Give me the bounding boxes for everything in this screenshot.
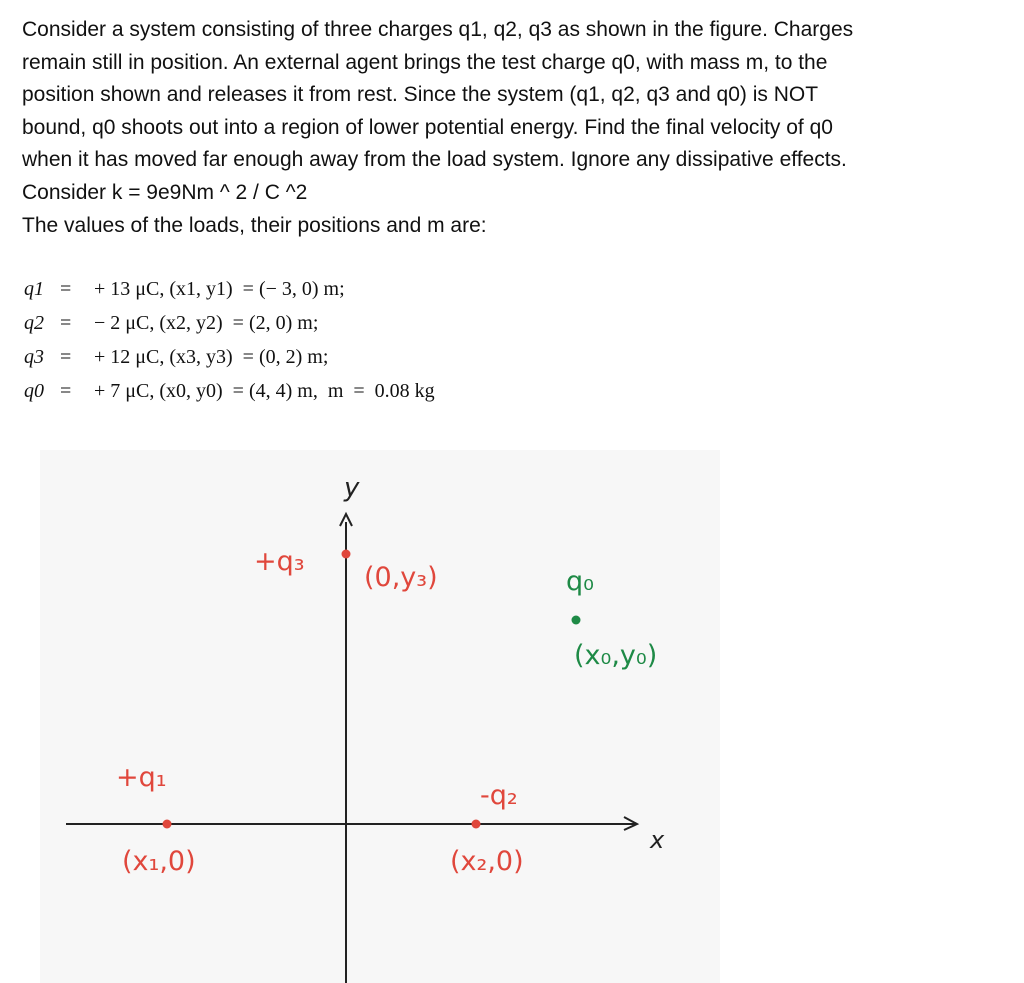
q1-label: +q₁ — [116, 762, 167, 793]
problem-line: position shown and releases it from rest. Since the system (q1, q2, q3 and q0) is NOT — [22, 83, 819, 107]
charge-diagram — [40, 450, 720, 983]
q0-label: q₀ — [566, 566, 594, 597]
equals-sign: = — [60, 346, 72, 368]
x-axis-label: x — [650, 826, 665, 854]
y-axis-label: y — [344, 473, 360, 503]
q2-label: -q₂ — [480, 780, 518, 811]
equation-value: + 13 μC, (x1, y1) = (− 3, 0) m; — [94, 278, 345, 300]
equals-sign: = — [60, 278, 72, 300]
problem-statement — [22, 14, 1012, 242]
equation-variable: q0 — [24, 380, 44, 402]
q1-coordinate-label: (x₁,0) — [122, 846, 196, 877]
equation-value: + 7 μC, (x0, y0) = (4, 4) m, m = 0.08 kg — [94, 380, 435, 402]
equals-sign: = — [60, 380, 72, 402]
charge-values-list — [24, 278, 435, 414]
q3-coordinate-label: (0,y₃) — [364, 562, 438, 593]
equation-row-q3 — [24, 346, 435, 380]
equation-row-q0 — [24, 380, 435, 414]
equation-value: + 12 μC, (x3, y3) = (0, 2) m; — [94, 346, 329, 368]
equation-variable: q1 — [24, 278, 44, 300]
equation-row-q1 — [24, 278, 435, 312]
equation-row-q2 — [24, 312, 435, 346]
q2-charge-dot — [472, 820, 481, 829]
equals-sign: = — [60, 312, 72, 334]
q2-coordinate-label: (x₂,0) — [450, 846, 524, 877]
problem-line: remain still in position. An external agent brings the test charge q0, with mass m, to the — [22, 50, 828, 74]
diagram-svg — [40, 450, 720, 983]
q3-label: +q₃ — [254, 546, 305, 577]
problem-line: Consider a system consisting of three charges q1, q2, q3 as shown in the figure. Charges — [22, 18, 854, 41]
values-intro-line: The values of the loads, their positions and m are: — [22, 213, 487, 237]
problem-line: bound, q0 shoots out into a region of lower potential energy. Find the final velocity of q0 — [22, 115, 833, 139]
q0-charge-dot — [572, 616, 581, 625]
problem-line: when it has moved far enough away from the load system. Ignore any dissipative effects. — [22, 148, 847, 172]
equation-variable: q3 — [24, 346, 44, 368]
diagram-background — [40, 450, 720, 983]
equation-variable: q2 — [24, 312, 44, 334]
q3-charge-dot — [342, 550, 351, 559]
equation-value: − 2 μC, (x2, y2) = (2, 0) m; — [94, 312, 319, 334]
q0-coordinate-label: (x₀,y₀) — [574, 640, 658, 671]
q1-charge-dot — [163, 820, 172, 829]
constant-line: Consider k = 9e9Nm ^ 2 / C ^2 — [22, 180, 308, 204]
